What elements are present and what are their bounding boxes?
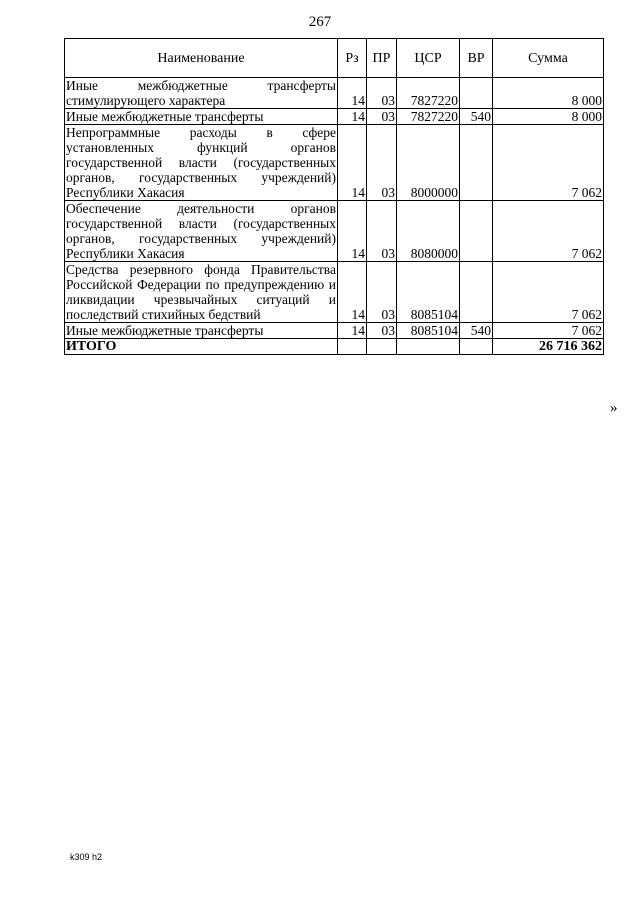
total-rz-empty <box>338 339 367 355</box>
row-pr: 03 <box>367 323 397 339</box>
total-row <box>65 339 604 355</box>
row-rz: 14 <box>338 323 367 339</box>
table-row <box>65 78 604 109</box>
table-row <box>65 109 604 125</box>
table-row <box>65 125 604 201</box>
total-csr-empty <box>397 339 460 355</box>
budget-table <box>64 38 604 355</box>
row-name: Обеспечение деятельности органов государственной власти (государственных органов, государственных учреждений) Республики Хакасия <box>66 201 336 261</box>
row-vr <box>460 201 493 262</box>
row-vr: 540 <box>460 323 493 339</box>
row-csr: 8080000 <box>397 201 460 262</box>
header-vr: ВР <box>460 39 493 78</box>
row-sum: 7 062 <box>493 262 604 323</box>
row-rz: 14 <box>338 109 367 125</box>
row-name: Непрограммные расходы в сфере установленных функций органов государственной власти (государственных органов, государственных учреждений) Республики Хакасия <box>66 125 336 200</box>
table-row <box>65 201 604 262</box>
row-csr: 8085104 <box>397 323 460 339</box>
row-sum: 7 062 <box>493 201 604 262</box>
row-name: Иные межбюджетные трансферты <box>65 323 338 339</box>
row-pr: 03 <box>367 125 397 201</box>
row-pr: 03 <box>367 109 397 125</box>
header-pr: ПР <box>367 39 397 78</box>
total-label: ИТОГО <box>65 339 338 355</box>
total-sum: 26 716 362 <box>493 339 604 355</box>
table-header-row <box>65 39 604 78</box>
row-vr <box>460 262 493 323</box>
header-sum: Сумма <box>493 39 604 78</box>
row-csr: 8085104 <box>397 262 460 323</box>
row-name: Средства резервного фонда Правительства Российской Федерации по предупреждению и ликвидации чрезвычайных ситуаций и последствий стихийных бедствий <box>66 262 336 322</box>
total-vr-empty <box>460 339 493 355</box>
row-name: Иные межбюджетные трансферты <box>65 109 338 125</box>
row-pr: 03 <box>367 78 397 109</box>
row-pr: 03 <box>367 262 397 323</box>
header-csr: ЦСР <box>397 39 460 78</box>
row-pr: 03 <box>367 201 397 262</box>
row-sum: 8 000 <box>493 78 604 109</box>
row-rz: 14 <box>338 125 367 201</box>
header-rz: Рз <box>338 39 367 78</box>
row-name: Иные межбюджетные трансферты стимулирующего характера <box>66 78 336 108</box>
row-vr <box>460 125 493 201</box>
row-csr: 7827220 <box>397 109 460 125</box>
row-csr: 8000000 <box>397 125 460 201</box>
closing-quote-mark: » <box>610 400 618 416</box>
row-sum: 7 062 <box>493 323 604 339</box>
row-rz: 14 <box>338 201 367 262</box>
row-sum: 8 000 <box>493 109 604 125</box>
total-pr-empty <box>367 339 397 355</box>
row-vr <box>460 78 493 109</box>
page-number: 267 <box>308 14 332 30</box>
row-vr: 540 <box>460 109 493 125</box>
header-name: Наименование <box>65 39 338 78</box>
table-row <box>65 323 604 339</box>
row-rz: 14 <box>338 262 367 323</box>
table-row <box>65 262 604 323</box>
row-sum: 7 062 <box>493 125 604 201</box>
footer-code: k309 h2 <box>70 852 103 862</box>
row-csr: 7827220 <box>397 78 460 109</box>
row-rz: 14 <box>338 78 367 109</box>
